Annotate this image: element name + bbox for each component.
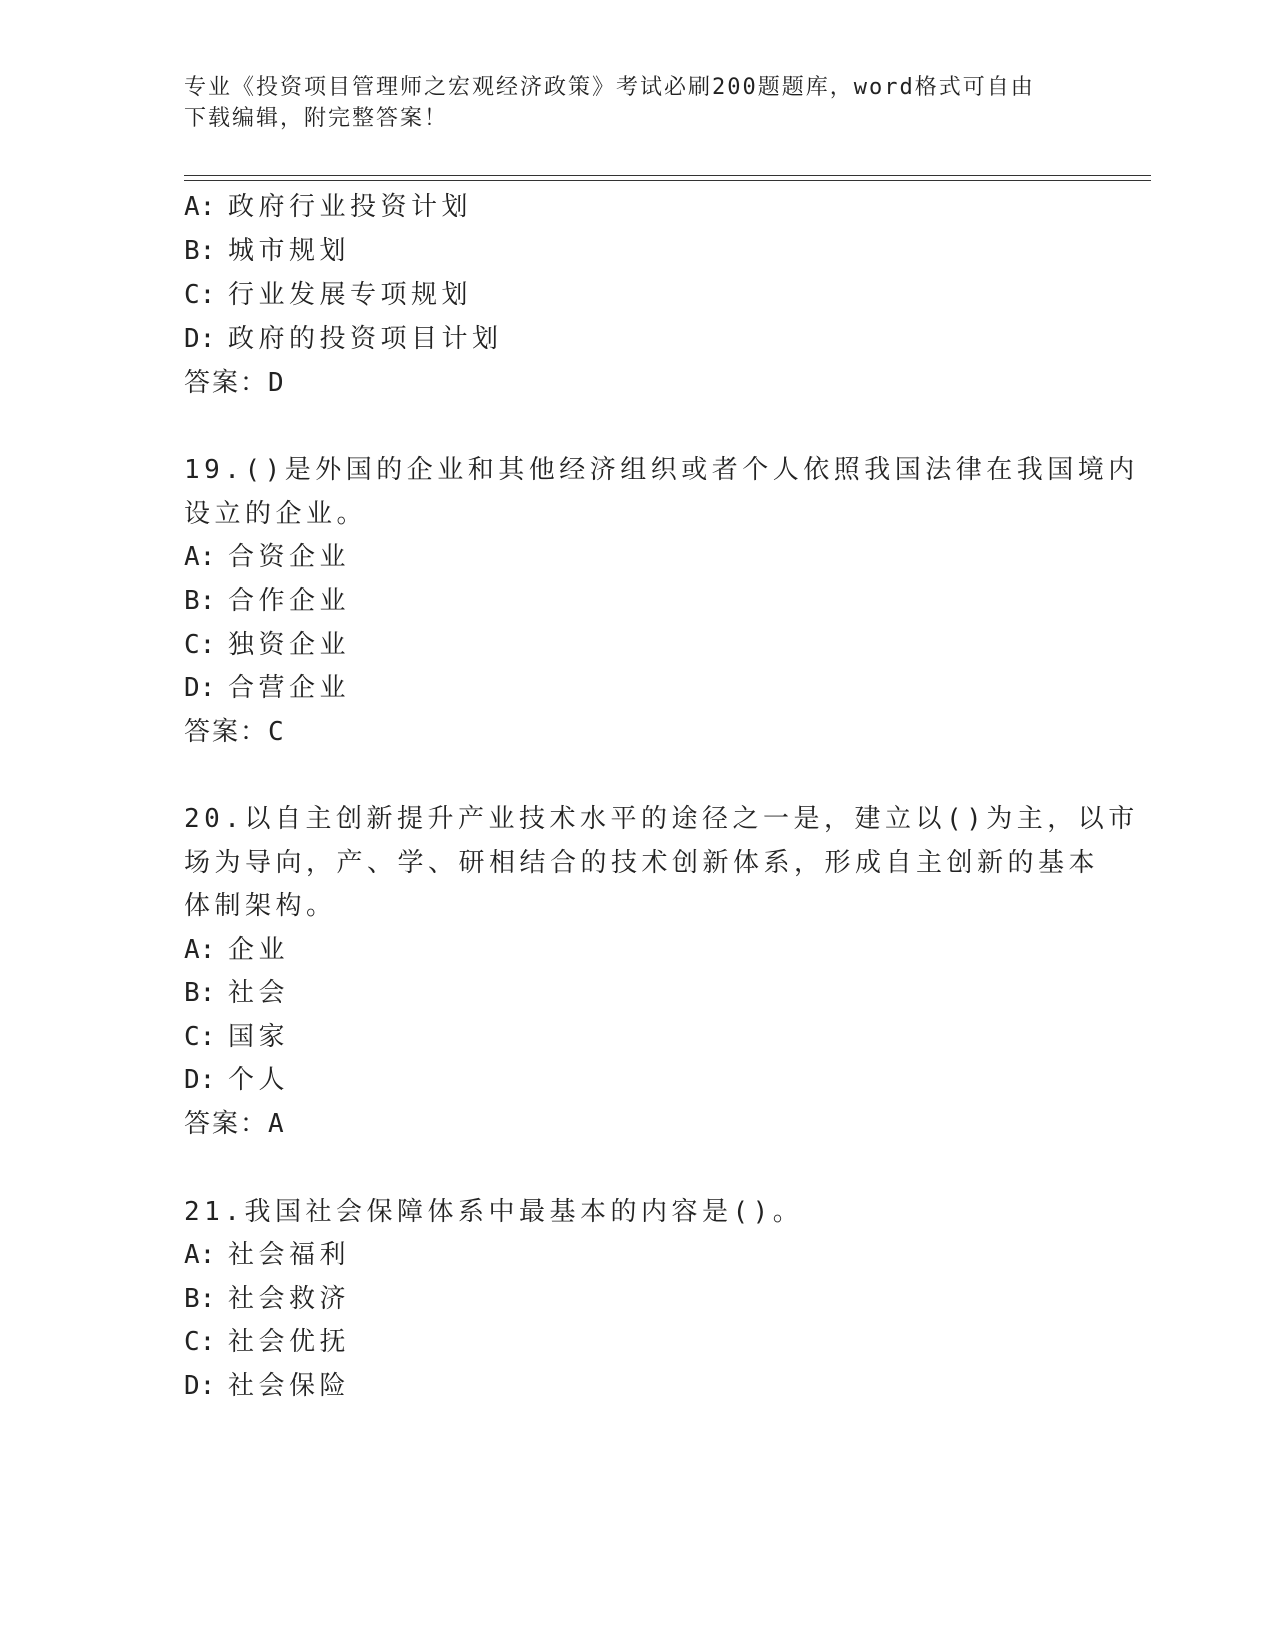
option-letter: C: [184,1327,216,1357]
answer-value: C [268,717,286,747]
option-text: 合资企业 [228,542,351,572]
option-letter: A: [184,1240,216,1270]
q19-answer [184,717,286,747]
option-letter: D: [184,324,216,354]
q20-option-c [184,1022,289,1052]
option-letter: B: [184,586,216,616]
answer-value: D [268,368,286,398]
prev-answer [184,368,286,398]
option-letter: D: [184,673,216,703]
prev-option-b [184,236,350,266]
option-letter: D: [184,1065,216,1095]
option-letter: C: [184,1022,216,1052]
header-line-1: 专业《投资项目管理师之宏观经济政策》考试必刷200题题库，word格式可自由 [184,75,1035,100]
option-letter: B: [184,1284,216,1314]
answer-label: 答案： [184,1109,269,1139]
option-letter: C: [184,630,216,660]
option-text: 城市规划 [228,236,351,266]
q19-option-a [184,542,350,572]
option-text: 社会保险 [228,1371,351,1401]
option-text: 个人 [228,1065,290,1095]
prev-option-a [184,192,472,222]
q19-stem-line-1: 19.()是外国的企业和其他经济组织或者个人依照我国法律在我国境内 [184,455,1139,485]
q21-option-d [184,1371,350,1401]
option-text: 独资企业 [228,630,351,660]
q20-option-a [184,935,289,965]
prev-option-d [184,324,503,354]
q20-option-b [184,978,289,1008]
q19-stem-line-2: 设立的企业。 [184,499,368,529]
document-header [184,72,1084,134]
q21-option-c [184,1327,350,1357]
option-letter: D: [184,1371,216,1401]
header-divider-top [184,175,1151,176]
q20-stem-line-3: 体制架构。 [184,891,337,921]
header-divider-bottom [184,180,1151,181]
option-letter: C: [184,280,216,310]
option-letter: B: [184,978,216,1008]
option-text: 国家 [228,1022,290,1052]
q19-option-c [184,630,350,660]
q20-option-d [184,1065,289,1095]
q20-answer [184,1109,286,1139]
header-line-2: 下载编辑，附完整答案！ [184,106,449,131]
answer-value: A [268,1109,286,1139]
q21-option-b [184,1284,350,1314]
option-text: 社会救济 [228,1284,351,1314]
option-letter: A: [184,192,216,222]
option-text: 合作企业 [228,586,351,616]
option-text: 企业 [228,935,290,965]
option-text: 社会优抚 [228,1327,351,1357]
q19-option-d [184,673,350,703]
option-letter: A: [184,542,216,572]
option-text: 合营企业 [228,673,351,703]
option-letter: B: [184,236,216,266]
q19-option-b [184,586,350,616]
answer-label: 答案： [184,717,269,747]
option-text: 社会 [228,978,290,1008]
q21-stem-line-1: 21.我国社会保障体系中最基本的内容是()。 [184,1197,804,1227]
option-text: 社会福利 [228,1240,351,1270]
option-text: 行业发展专项规划 [228,280,473,310]
option-text: 政府的投资项目计划 [228,324,503,354]
option-text: 政府行业投资计划 [228,192,473,222]
q20-stem-line-2: 场为导向，产、学、研相结合的技术创新体系，形成自主创新的基本 [184,848,1100,878]
q21-option-a [184,1240,350,1270]
option-letter: A: [184,935,216,965]
answer-label: 答案： [184,368,269,398]
prev-option-c [184,280,472,310]
q20-stem-line-1: 20.以自主创新提升产业技术水平的途径之一是，建立以()为主，以市 [184,804,1139,834]
